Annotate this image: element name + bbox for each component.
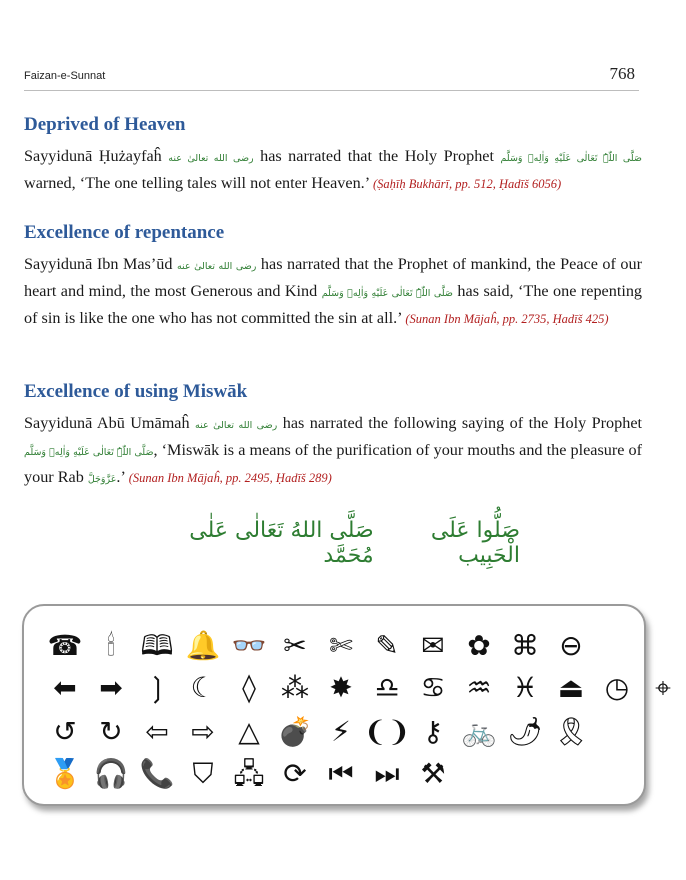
honorific: رضی الله تعالیٰ عنه [195, 420, 278, 431]
section-excellence-of-miswak [24, 381, 642, 492]
spectacles-icon: 👓 [231, 629, 267, 662]
libra-icon: ♎ [374, 671, 400, 704]
lightning-icon: ⚡ [331, 715, 351, 748]
triangle-icon: △ [238, 715, 260, 748]
star-burst-icon: ✸ [329, 671, 353, 704]
symbol-row [42, 668, 686, 708]
network-icon: 🖧 [233, 757, 265, 790]
pisces-icon: ♓ [512, 671, 538, 704]
symbol-row [42, 712, 594, 752]
symbol-row [42, 754, 456, 794]
crosshair-icon: ⌖ [655, 671, 671, 704]
rotate-right-icon: ↻ [99, 715, 123, 748]
salat-right: صَلَّى اللهُ تَعَالٰى عَلٰى مُحَمَّد [189, 518, 374, 568]
page-header [24, 64, 639, 88]
text: warned, ‘The one telling tales will not enter Heaven.’ [24, 174, 373, 192]
salat-line [150, 518, 520, 568]
hammer-wrench-icon: ⚒ [420, 757, 446, 790]
honorific: رضی الله تعالیٰ عنه [168, 153, 254, 164]
reference: (Sunan Ibn Mājaĥ, pp. 2735, Ḥadīš 425) [405, 312, 609, 326]
honorific: صَلَّی اللّٰہُ تَعَالٰی عَلَیْهِ وَاٰلِهٖ وَسَلَّم [500, 153, 642, 164]
scissors-open-icon: ✂ [283, 629, 307, 662]
circle-minus-icon: ⊖ [559, 629, 583, 662]
section-deprived-of-heaven [24, 114, 642, 196]
crescent-moon-icon: ☾ [190, 671, 216, 704]
arrow-left-icon: ⬅ [53, 671, 77, 704]
skip-forward-icon: ⏭ [374, 757, 400, 790]
headphones-icon: 🎧 [93, 757, 129, 790]
outline-arrow-left-icon: ⇦ [145, 715, 169, 748]
pencil-icon: ✎ [375, 629, 399, 662]
bell-icon: 🔔 [185, 629, 221, 662]
book-title: Faizan-e-Sunnat [24, 70, 106, 82]
bicycle-icon: 🚲 [461, 715, 497, 748]
clock-icon: ◷ [604, 671, 630, 704]
section-paragraph [24, 411, 642, 492]
section-excellence-of-repentance [24, 222, 642, 331]
diamond-icon: ◊ [242, 671, 256, 704]
arrow-right-icon: ➡ [99, 671, 123, 704]
text: .’ [116, 468, 129, 486]
section-heading: Excellence of repentance [24, 222, 225, 243]
shield-icon: ⛉ [192, 757, 214, 790]
asterisks-icon: ⁂ [281, 671, 309, 704]
right-bracket-icon: ❳ [145, 671, 169, 704]
phone-handset-icon: 📞 [139, 757, 175, 790]
section-heading: Deprived of Heaven [24, 114, 186, 135]
eject-box-icon: ⏏ [557, 671, 585, 704]
outline-arrow-right-icon: ⇨ [191, 715, 215, 748]
section-heading: Excellence of using Miswāk [24, 381, 248, 402]
rewind-wheel-icon: ⟳ [283, 757, 307, 790]
section-paragraph [24, 252, 642, 331]
candle-icon: 🕯 [107, 629, 115, 662]
page-number: 768 [609, 64, 635, 83]
reference: (Ṣaḥīḥ Bukhārī, pp. 512, Ḥadīš 6056) [372, 177, 562, 191]
salat-left: صَلُّوا عَلَى الْحَبِيب [430, 518, 520, 568]
section-paragraph [24, 144, 642, 196]
reference: (Sunan Ibn Mājaĥ, pp. 2495, Ḥadīš 289) [128, 471, 332, 485]
envelope-icon: ✉ [421, 629, 445, 662]
text: Sayyidunā Abū Umāmaĥ [24, 414, 196, 432]
text: , ‘Miswāk is a means of the purification of your mouths and the pleasure of your Rab [24, 441, 642, 486]
text: has said, ‘The one repenting of sin is like the one who has not committed the sin at all.’ [24, 282, 643, 327]
honorific: رضی الله تعالیٰ عنه [176, 261, 257, 272]
honorific: عَزَّوَجَلَّ [87, 474, 117, 485]
symbol-row [42, 626, 594, 666]
pepper-icon: 🌶 [507, 715, 543, 748]
scissors-icon: ✄ [329, 629, 353, 662]
cancer-icon: ♋ [420, 671, 446, 704]
text: has narrated that the Holy Prophet [253, 147, 501, 165]
skip-back-icon: ⏮ [328, 757, 354, 790]
text: Sayyidunā Ibn Mas’ūd [24, 255, 177, 273]
honorific: صَلَّی اللّٰہُ تَعَالٰی عَلَیْهِ وَاٰلِهٖ وَسَلَّم [321, 288, 453, 299]
telephone-icon: ☎ [47, 629, 83, 662]
flower-icon: ✿ [467, 629, 491, 662]
medal-icon: 🏅 [47, 757, 83, 790]
honorific: صَلَّی اللّٰہُ تَعَالٰی عَلَیْهِ وَاٰلِهٖ وَسَلَّم [24, 447, 154, 458]
book-icon: 🕮 [140, 629, 174, 662]
bomb-icon: 💣 [277, 715, 313, 748]
text: Sayyidunā Ḥużayfaĥ [24, 147, 162, 165]
parentheses-icon: ❨❩ [363, 715, 411, 748]
header-rule [24, 90, 639, 91]
text: has narrated the following saying of the Holy Prophet [277, 414, 642, 432]
ribbon-icon: 🎗 [553, 715, 589, 748]
rotate-left-icon: ↺ [53, 715, 77, 748]
symbol-panel [22, 604, 671, 806]
key-icon: ⚷ [422, 715, 444, 748]
text: has narrated that the Prophet of mankind, the Peace of our heart and mind, the most Generous and Kind [24, 255, 642, 300]
command-key-icon: ⌘ [511, 629, 539, 662]
aquarius-icon: ♒ [466, 671, 492, 704]
